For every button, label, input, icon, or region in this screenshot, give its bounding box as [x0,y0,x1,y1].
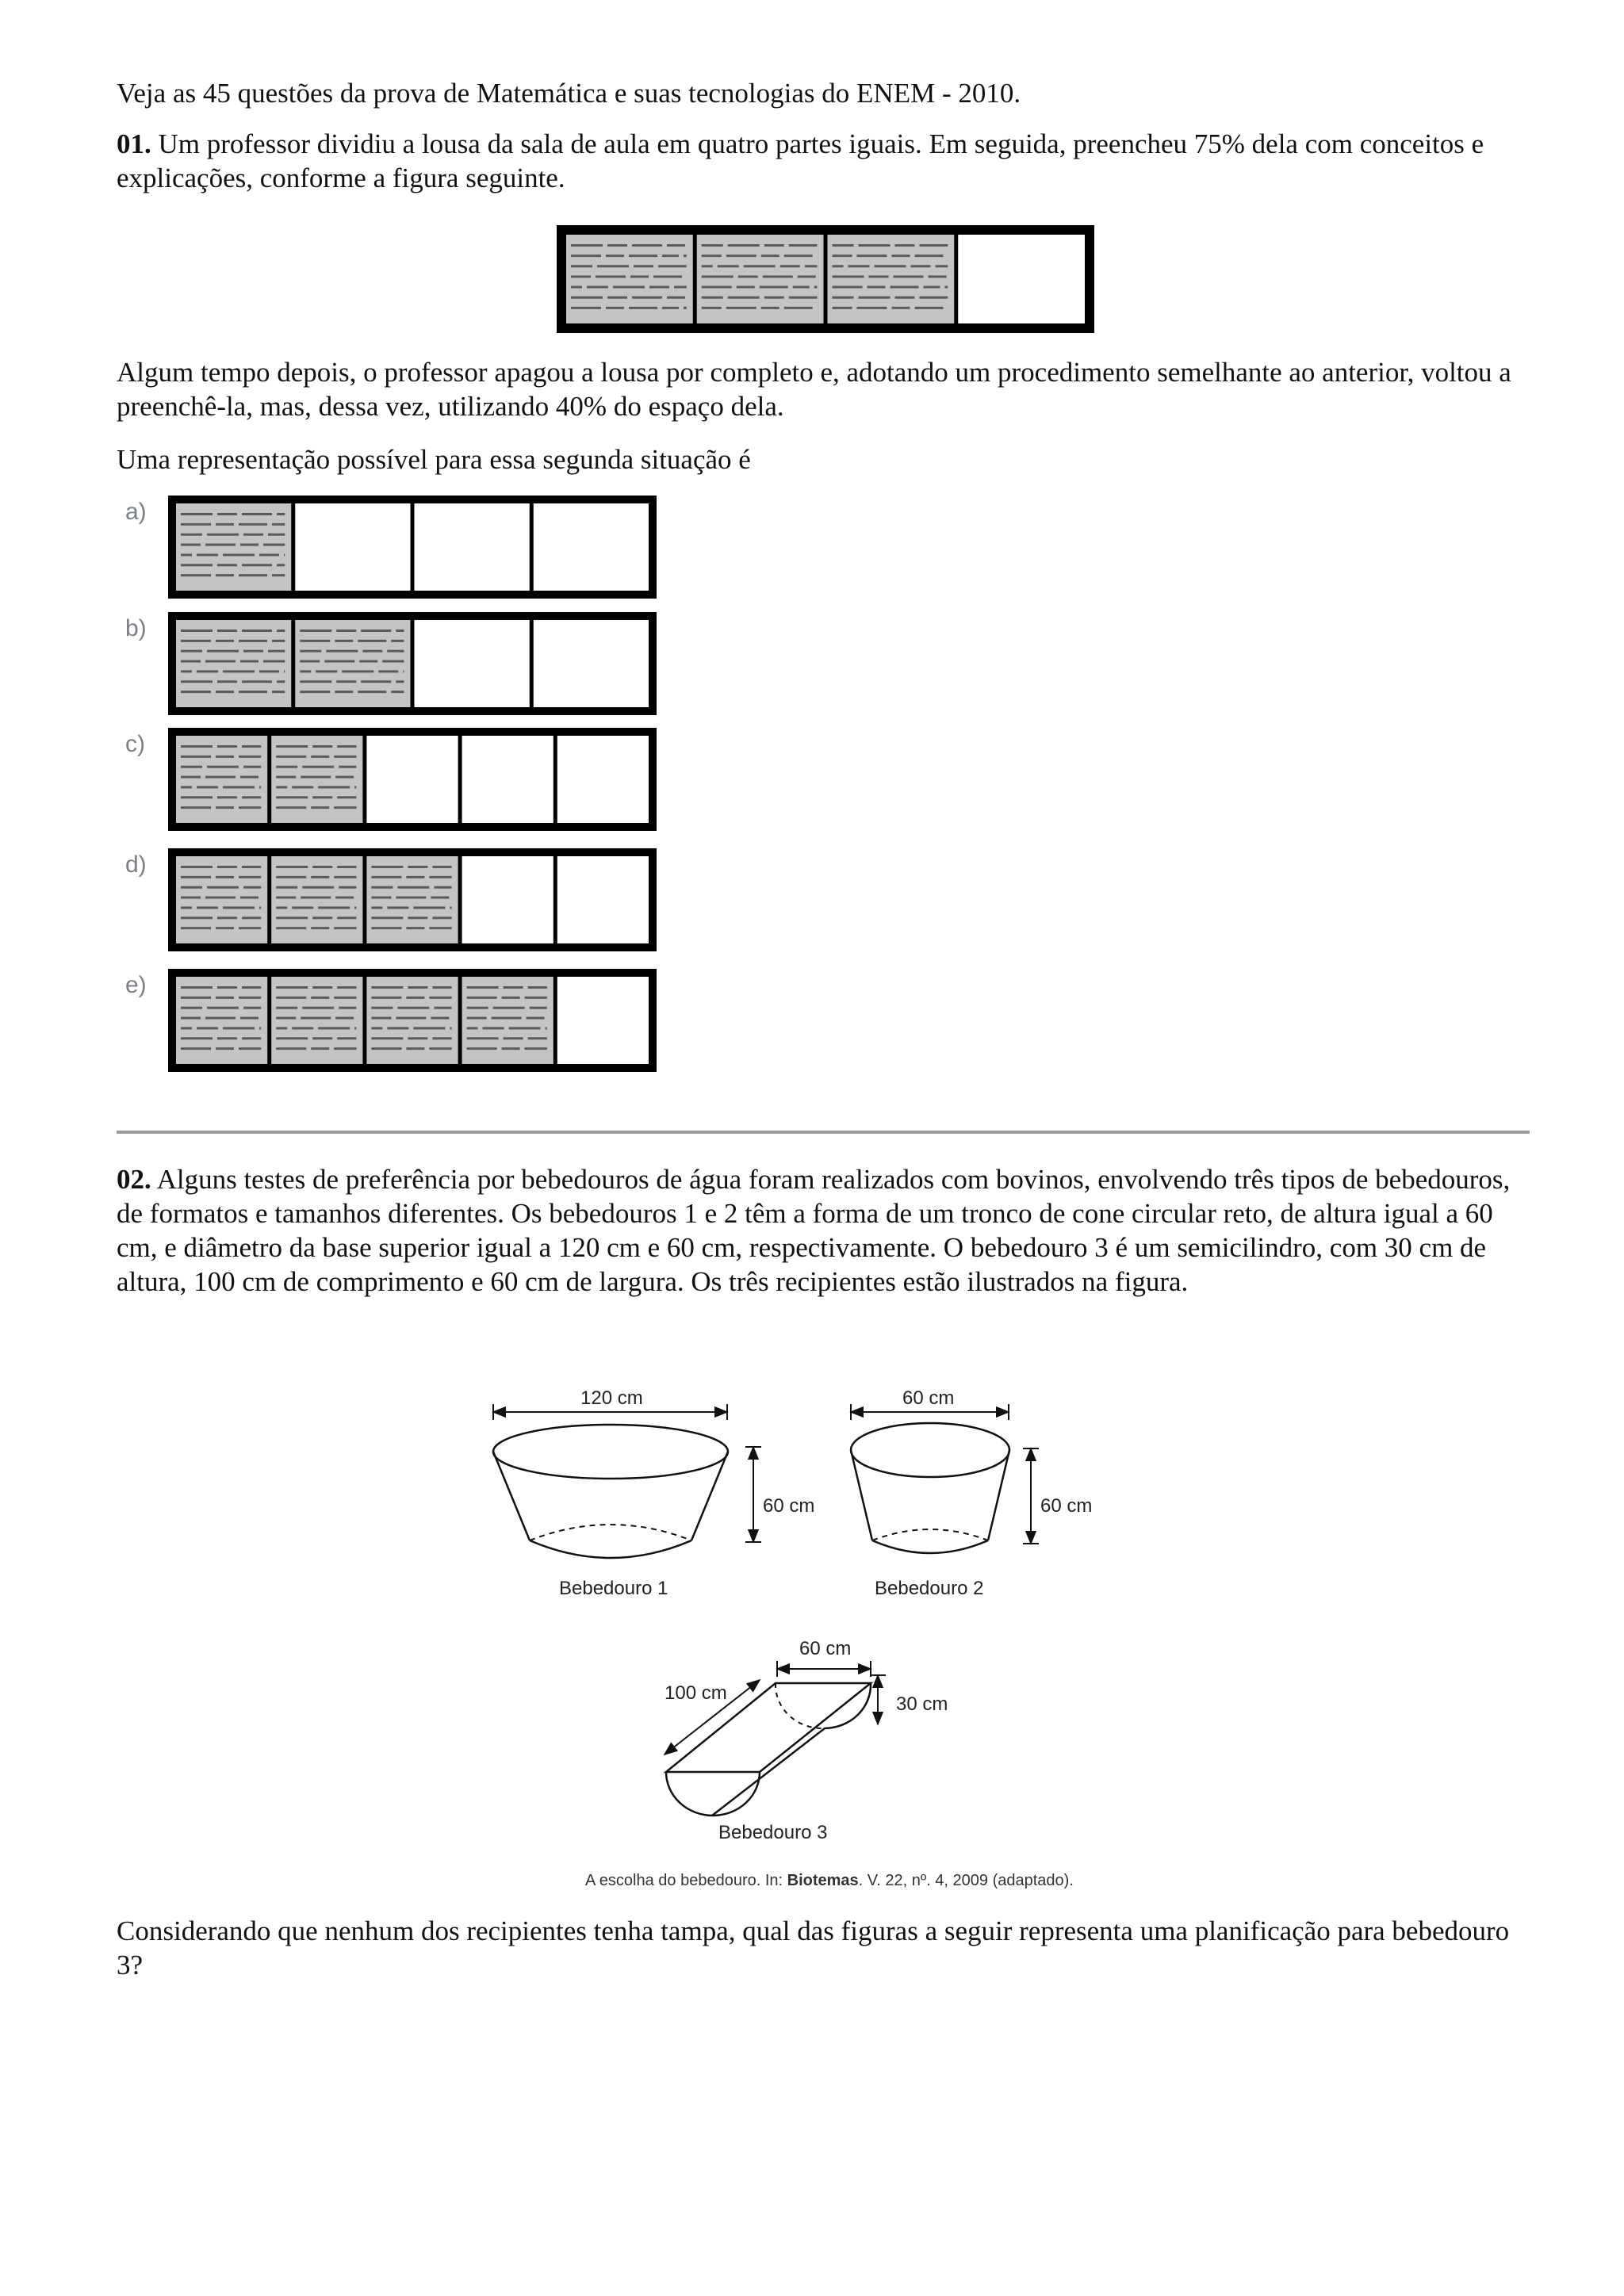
blackboard-figure [557,225,1094,333]
board-part-filled [271,736,362,823]
b2-width-label: 60 cm [902,1387,955,1409]
option-label: a) [125,499,147,525]
board-part-filled [295,620,410,707]
board-part-filled [176,503,291,591]
board-part-empty [534,503,649,591]
q1-text: Um professor dividiu a lousa da sala de aula em quatro partes iguais. Em seguida, preencheu 75% dela com conceitos e explicações, conforme a figura seguinte. [117,128,1484,193]
board-part-empty [462,736,553,823]
option-label: c) [125,731,145,757]
q1-paragraph [117,127,1528,195]
trough-2 [851,1387,1092,1599]
source-prefix: A escolha do bebedouro. In: [585,1872,787,1889]
b3-width-label: 60 cm [799,1638,852,1659]
b3-height-label: 30 cm [896,1693,948,1715]
board-part-empty [415,620,530,707]
b2-name: Bebedouro 2 [875,1578,984,1599]
board-part-filled [271,977,362,1064]
b1-rim [493,1425,728,1479]
board-part-empty [462,856,553,943]
board-part-empty [557,977,649,1064]
q1-after-text: Algum tempo depois, o professor apagou a lousa por completo e, adotando um procedimento semelhante ao anterior, voltou a preenchê-la, mas, dessa vez, utilizando 40% do espaço dela. [117,357,1511,422]
trough-3 [665,1638,948,1843]
board-part-filled [176,620,291,707]
q1-question: Uma representação possível para essa segunda situação é [117,444,751,475]
figure-source [585,1872,1074,1889]
board-part-filled [176,736,267,823]
board-part-empty [958,235,1085,323]
q2-text: Alguns testes de preferência por bebedouros de água foram realizados com bovinos, envolvendo três tipos de bebedouros, de formatos e tamanhos diferentes. Os bebedouros 1 e 2 têm a forma de um tronco de cone circular reto, de altura igual a 60 cm, e diâmetro da base superior igual a 120 cm e 60 cm, respectivamente. O bebedouro 3 é um semicilindro, com 30 cm de altura, 100 cm de comprimento e 60 cm de largura. Os três recipientes estão ilustrados na figura. [117,1164,1511,1297]
board-part-filled [366,977,458,1064]
source-journal: Biotemas [787,1872,859,1889]
trough-1 [493,1387,814,1599]
b1-height-label: 60 cm [763,1495,815,1517]
board-part-empty [557,736,649,823]
intro-text: Veja as 45 questões da prova de Matemática e suas tecnologias do ENEM - 2010. [117,78,1021,109]
b1-name: Bebedouro 1 [559,1578,668,1599]
board-part-empty [557,856,649,943]
b3-length-label: 100 cm [665,1682,727,1704]
option-c[interactable] [125,728,657,831]
q1-options [119,492,666,1094]
b2-rim [851,1423,1009,1477]
board-part-filled [176,856,267,943]
q1-number: 01. [117,128,151,159]
b1-width-label: 120 cm [580,1387,643,1409]
board-part-empty [415,503,530,591]
option-e[interactable] [125,969,657,1072]
option-a[interactable] [125,496,657,599]
option-b[interactable] [125,612,657,715]
option-label: e) [125,972,147,998]
q2-number: 02. [117,1164,151,1195]
troughs-figure [484,1376,1158,1899]
board-part-empty [295,503,410,591]
board-part-filled [366,856,458,943]
board-part-filled [828,235,955,323]
option-label: b) [125,615,147,641]
board-part-filled [176,977,267,1064]
board-part-filled [462,977,553,1064]
board-part-empty [366,736,458,823]
source-suffix: . V. 22, nº. 4, 2009 (adaptado). [858,1872,1074,1889]
board-part-filled [566,235,693,323]
board-part-filled [697,235,824,323]
option-d[interactable] [125,848,657,951]
section-divider [117,1131,1530,1134]
board-part-empty [534,620,649,707]
option-label: d) [125,851,147,878]
q2-question: Considerando que nenhum dos recipientes tenha tampa, qual das figuras a seguir representa uma planificação para bebedouro 3? [117,1915,1510,1980]
b2-height-label: 60 cm [1040,1495,1093,1517]
b3-name: Bebedouro 3 [718,1822,828,1843]
board-part-filled [271,856,362,943]
q2-paragraph [117,1162,1528,1299]
